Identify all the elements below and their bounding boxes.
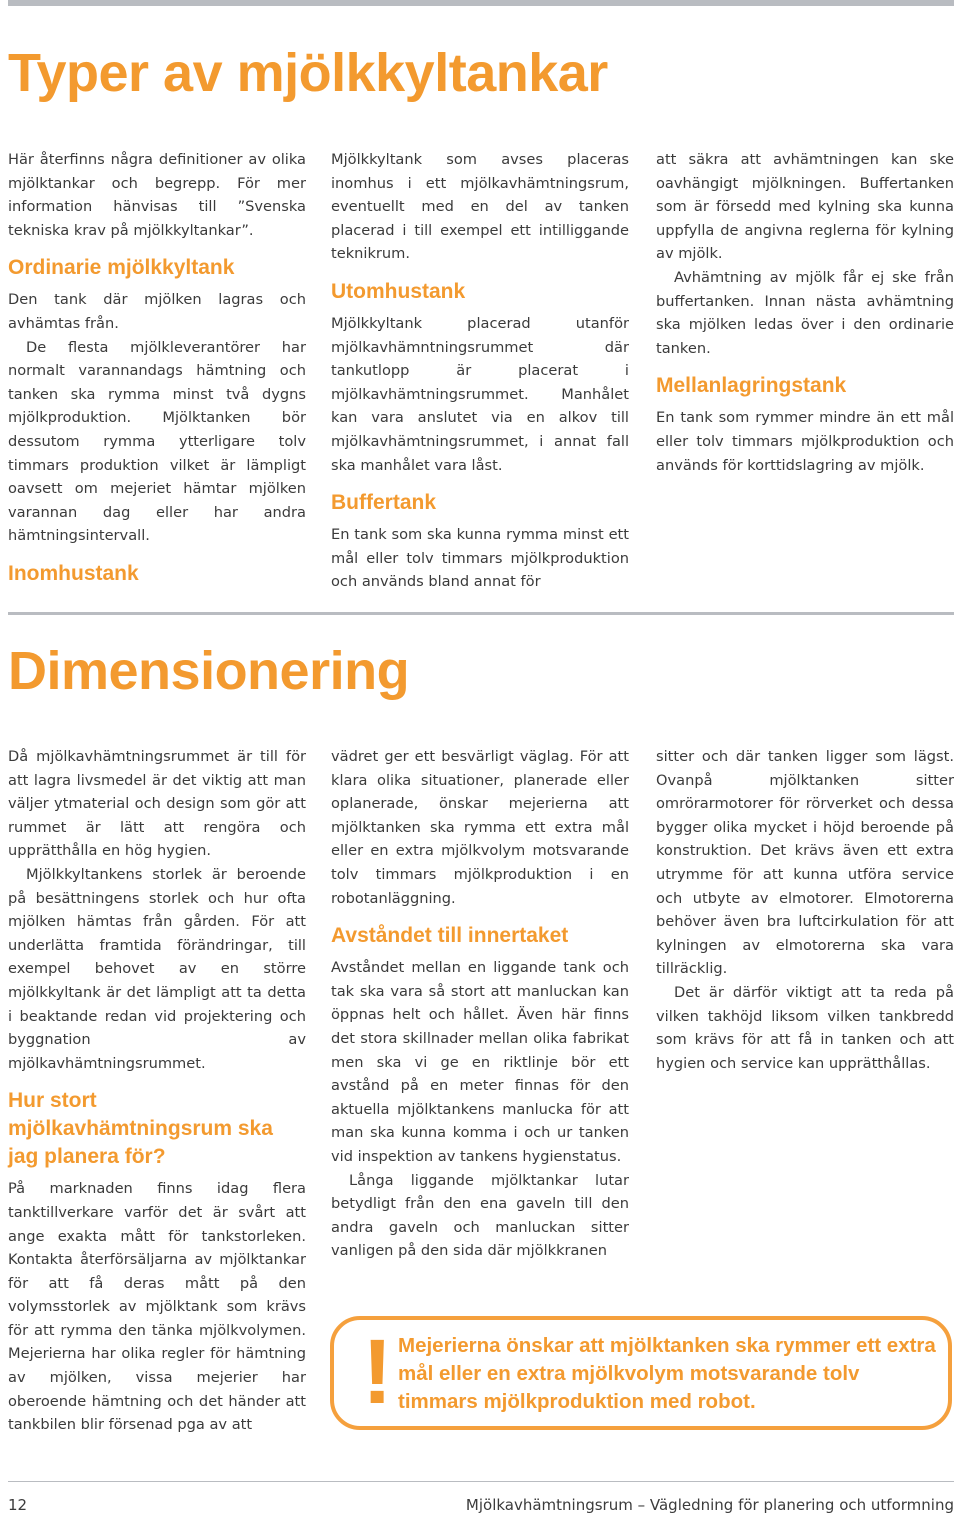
section-title-dimensionering: Dimensionering (8, 641, 410, 701)
page-number: 12 (8, 1496, 28, 1514)
paragraph-ordinarie-1: Den tank där mjölken lagras och avhämtas från. (8, 291, 306, 332)
callout-text: Mejerierna önskar att mjölktanken ska rymmer ett extra mål eller en extra mjölkvolym motsvarande tolv timmars mjölkproduktion med robot. (398, 1334, 936, 1413)
paragraph-dim-7: sitter och där tanken ligger som lägst. Ovanpå mjölktanken sitter omrörarmotorer för rörverket och dessa bygger olika mycket i höjd beroende på konstruktion. Det krävs även ett extra utrymme för att kunna utföra service och utbyte av elmotorer. Elmotorerna behöver även bra luftcirkulation för att kylningen av elmotorerna ska vara tillräcklig. (656, 748, 954, 978)
section2-column-1 (8, 745, 306, 1437)
paragraph-ordinarie-2: De flesta mjölkleverantörer har normalt varannandags hämtning och tanken ska rymma minst två dygns mjölkproduktion. Mjölktanken bör dessutom rymma ytterligare tolv timmars produktion vilket är lämpligt oavsett om mejeriet hämtar mjölken varannan dag eller har andra hämtningsintervall. (8, 338, 306, 545)
heading-avstandet: Avståndet till innertaket (331, 924, 569, 948)
paragraph-dim-3: På marknaden finns idag flera tanktillverkare varför det är svårt att ange exakta mått för tankstorleken. Kontakta återförsäljarna av mjölktankar för att få deras mått på den volymsstorlek av mjölktank som krävs för att rymma den tänka mjölkvolymen. Mejerierna har olika regler för hämtning av mjölken, vissa mejerier har oberoende hämtning och det händer att tankbilen blir försenad pga av att (8, 1180, 306, 1434)
section1-column-1 (8, 148, 306, 594)
callout-box (330, 1316, 952, 1430)
top-divider (8, 0, 954, 6)
exclamation-icon: ! (362, 1321, 393, 1423)
paragraph-dim-1: Då mjölkavhämtningsrummet är till för att lagra livsmedel är det viktig att man väljer ytmaterial och design som gör att rummet är lätt att rengöra och upprätthålla en hög hygien. (8, 748, 306, 860)
section2-column-3 (656, 745, 954, 1075)
section1-column-2 (331, 148, 629, 594)
paragraph-mellanlagringstank: En tank som rymmer mindre än ett mål eller tolv timmars mjölkproduktion och används för korttidslagring av mjölk. (656, 409, 954, 474)
heading-ordinarie-mjolkkyltank: Ordinarie mjölkkyltank (8, 256, 235, 280)
section1-column-3 (656, 148, 954, 477)
section2-column-2 (331, 745, 629, 1263)
paragraph-dim-5: Avståndet mellan en liggande tank och tak ska vara så stort att manluckan kan öppnas helt och hållet. Även här finns det stora skillnader mellan olika fabrikat men ska vi ge en riktlinje bör ett avstånd på en meter finnas för den aktuella mjölktankens manlucka för att man ska kunna komma i och ur tanken vid inspektion av tankens hygienstatus. (331, 959, 629, 1165)
footer-title: Mjölkavhämtningsrum – Vägledning för planering och utformning (465, 1496, 954, 1514)
paragraph-utomhustank: Mjölkkyltank placerad utanför mjölkavhämntningsrummet där tankutlopp är placerat i mjölkavhämtningsrummet. Manhålet kan vara anslutet via en alkov till mjölkavhämtningsrummet, i annat fall ska manhålet vara låst. (331, 314, 629, 474)
paragraph-buffertank-continued: att säkra att avhämtningen kan ske oavhängigt mjölkningen. Buffertanken som är försedd med kylning ska kunna uppfylla de angivna reglerna för kylning av mjölk. (656, 151, 954, 263)
heading-mellanlagringstank: Mellanlagringstank (656, 374, 847, 398)
paragraph-avhamtning: Avhämtning av mjölk får ej ske från buffertanken. Innan nästa avhämtning ska mjölken ledas över i den ordinarie tanken. (656, 268, 954, 357)
paragraph-buffertank: En tank som ska kunna rymma minst ett mål eller tolv timmars mjölkproduktion och används bland annat för (331, 526, 629, 591)
paragraph-dim-2: Mjölkkyltankens storlek är beroende på besättningens storlek och hur ofta mjölken hämtas från gården. För att underlätta framtida förändringar, till exempel behovet av en större mjölkkyltank är det lämpligt att ta detta i beaktande redan vid projektering och byggnation av mjölkavhämtningsrummet. (8, 865, 306, 1072)
paragraph-inomhustank: Mjölkkyltank som avses placeras inomhus i ett mjölkavhämtningsrum, eventuellt med en del av tanken placerad i till exempel ett intilliggande teknikrum. (331, 151, 629, 263)
footer-divider (8, 1481, 954, 1482)
section-divider (8, 612, 954, 615)
heading-hur-stort: Hur stort mjölkavhämtningsrum ska jag planera för? (8, 1089, 273, 1169)
intro-paragraph: Här återfinns några definitioner av olika mjölktankar och begrepp. För mer information hänvisas till ”Svenska tekniska krav på mjölkkyltankar”. (8, 151, 306, 239)
paragraph-dim-4: vädret ger ett besvärligt väglag. För att klara olika situationer, planerade eller oplanerade, önskar mejerierna att mjölktanken ska rymma ett extra mål eller en extra mjölkvolym motsvarande tolv timmars mjölkproduktion i en robotanläggning. (331, 748, 629, 907)
heading-inomhustank: Inomhustank (8, 561, 139, 585)
paragraph-dim-6: Långa liggande mjölktankar lutar betydligt från den ena gaveln till den andra gaveln och manluckan sitter vanligen på den sida där mjölkkranen (331, 1171, 629, 1260)
section-title-typer: Typer av mjölkkyltankar (8, 43, 608, 103)
heading-buffertank: Buffertank (331, 491, 437, 515)
paragraph-dim-8: Det är därför viktigt att ta reda på vilken takhöjd liksom vilken tankbredd som krävs för att få in tanken och att hygien och service kan upprätthållas. (656, 983, 954, 1072)
heading-utomhustank: Utomhustank (331, 279, 466, 303)
